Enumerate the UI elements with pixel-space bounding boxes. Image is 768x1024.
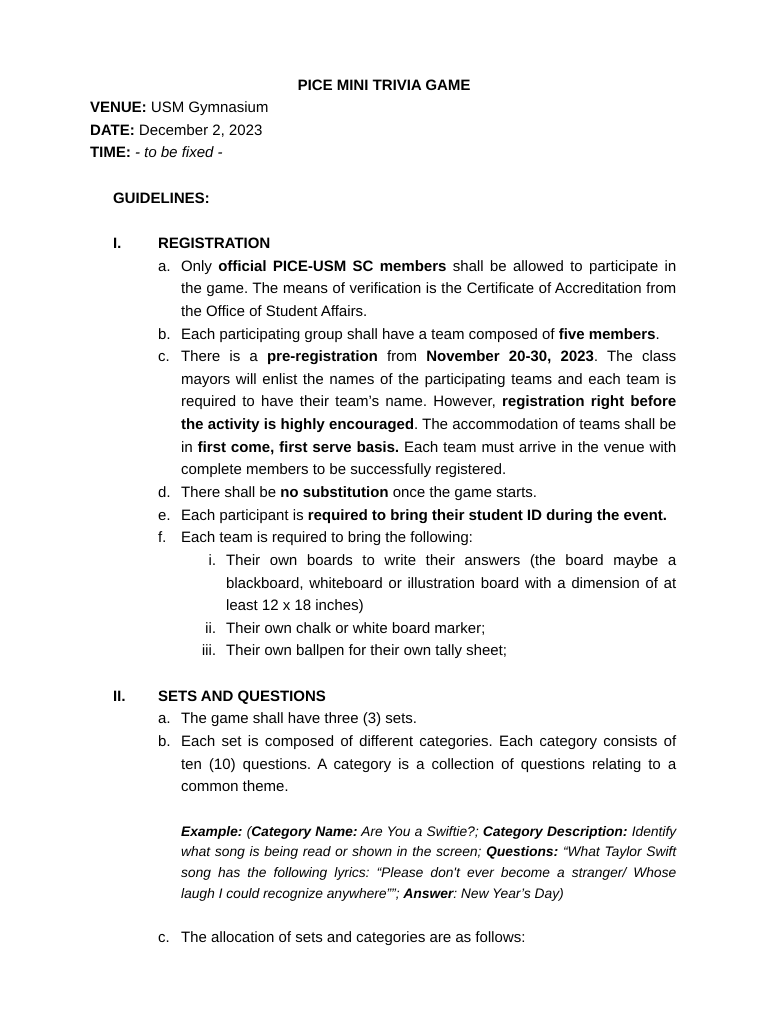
spacer [0,905,768,928]
text-run: There shall be [181,484,281,501]
list-marker: a. [158,257,171,275]
section-numeral: II. [113,687,126,705]
text-run-bold: official PICE-USM SC members [218,257,447,275]
text-run-bold: no substitution [280,484,389,501]
list-marker: a. [158,710,171,728]
answer-value: : New Year’s Day) [453,885,564,901]
list-item-registration-a [158,256,677,324]
text-run: ( [242,823,252,839]
venue-line [0,97,768,120]
text-run: There is a [181,348,267,366]
list-item-registration-f [158,527,676,550]
list-item-text [181,708,676,731]
spacer [0,210,768,233]
list-item-text [181,346,676,482]
list-item-registration-d [158,482,676,505]
guidelines-heading: GUIDELINES: [113,189,210,207]
list-item-text [181,527,676,550]
list-marker: d. [158,484,171,501]
list-item-text [181,731,676,799]
spacer [0,799,768,822]
list-marker: b. [158,325,171,343]
text-run: The allocation of sets and categories are as follows: [181,929,526,947]
list-item-sets-b [158,731,677,799]
list-item-registration-c [158,346,677,482]
document-title: PICE MINI TRIVIA GAME [297,76,471,94]
sub-list-marker: i. [208,551,216,569]
text-run: shall be allowed to participate in the game. The means of verification is the Certificate of Accreditation from the Office of Student Affairs. [181,257,677,320]
category-name-value: Are You a Swiftie?; [357,823,483,839]
sub-item-text: Their own boards to write their answers (the board maybe a blackboard, whiteboard or illustration board with a dimension of at least 12 x 18 inches) [226,551,677,615]
text-run: Only [181,257,219,275]
text-run: The game shall have three (3) sets. [181,710,417,728]
section-numeral: I. [113,234,122,252]
list-marker: f. [158,529,167,547]
text-run: . The accommodation of teams shall be in [181,416,677,456]
list-item-text [181,324,676,347]
list-item-registration-b [158,324,676,347]
text-run-bold: registration right before the activity is highly encouraged [181,393,677,434]
text-run-bold: November 20-30, 2023 [426,348,594,366]
text-run: Each team is required to bring the following: [181,529,473,547]
answer-label: Answer [403,885,454,901]
list-marker: c. [158,929,170,947]
text-run-bold: pre-registration [266,348,378,366]
sub-item-i [208,550,677,618]
sub-item-text: Their own chalk or white board marker; [226,619,486,637]
list-item-text [181,505,676,528]
text-run: Each set is composed of different categories. Each category consists of ten (10) questions. A category is a collection of questions relating to a common theme. [181,733,677,796]
text-run-bold: required to bring their student ID during the event. [307,506,667,524]
text-run: Each participant is [181,506,308,524]
example-block [181,822,676,905]
text-run-bold: five members [558,325,656,343]
list-marker: b. [158,733,171,751]
section-heading-sets-and-questions [0,686,768,709]
text-run: . The class mayors will enlist the names of the participating teams and each team is required to have their team’s name. However, [181,348,677,411]
time-value: - to be fixed - [135,144,223,162]
list-item-sets-c [158,927,676,950]
sub-item-iii [201,640,676,663]
sub-item-text: Their own ballpen for their own tally sheet; [226,642,507,660]
text-run: Each participating group shall have a team composed of [181,325,559,343]
category-description-label: Category Description: [482,823,628,839]
list-item-text [181,927,676,950]
text-run: from [377,348,427,366]
venue-value: USM Gymnasium [150,99,269,117]
section-title: REGISTRATION [158,234,271,252]
text-run: . [655,325,660,343]
text-run: once the game starts. [388,484,537,501]
questions-value: “What Taylor Swift song has the following lyrics: “Please don't ever become a stranger/ Whose laugh I could recognize anywhere””; [181,844,677,901]
list-item-text [181,256,676,324]
list-marker: c. [158,348,170,366]
text-run: Each team must arrive in the venue with complete members to be successfully registered. [181,438,677,479]
list-item-registration-e [158,505,676,528]
category-description-value: Identify what song is being read or shown in the screen; [181,823,677,860]
section-heading-registration [0,233,768,256]
list-marker: e. [158,506,171,524]
text-run-bold: first come, first serve basis. [197,438,400,456]
spacer [0,165,768,188]
time-label: TIME: [90,144,131,162]
list-item-text [181,482,676,505]
section-title: SETS AND QUESTIONS [158,687,326,705]
list-item-sets-a [158,708,676,731]
date-line [0,120,768,143]
date-value: December 2, 2023 [138,121,263,139]
example-label: Example: [181,823,243,839]
sub-list-marker: iii. [201,642,216,660]
sub-list-marker: ii. [205,619,216,637]
category-name-label: Category Name: [251,823,358,839]
questions-label: Questions: [486,844,559,860]
date-label: DATE: [90,121,135,139]
sub-item-ii [205,618,676,641]
venue-label: VENUE: [90,99,147,117]
spacer [0,663,768,686]
time-line [0,142,768,165]
